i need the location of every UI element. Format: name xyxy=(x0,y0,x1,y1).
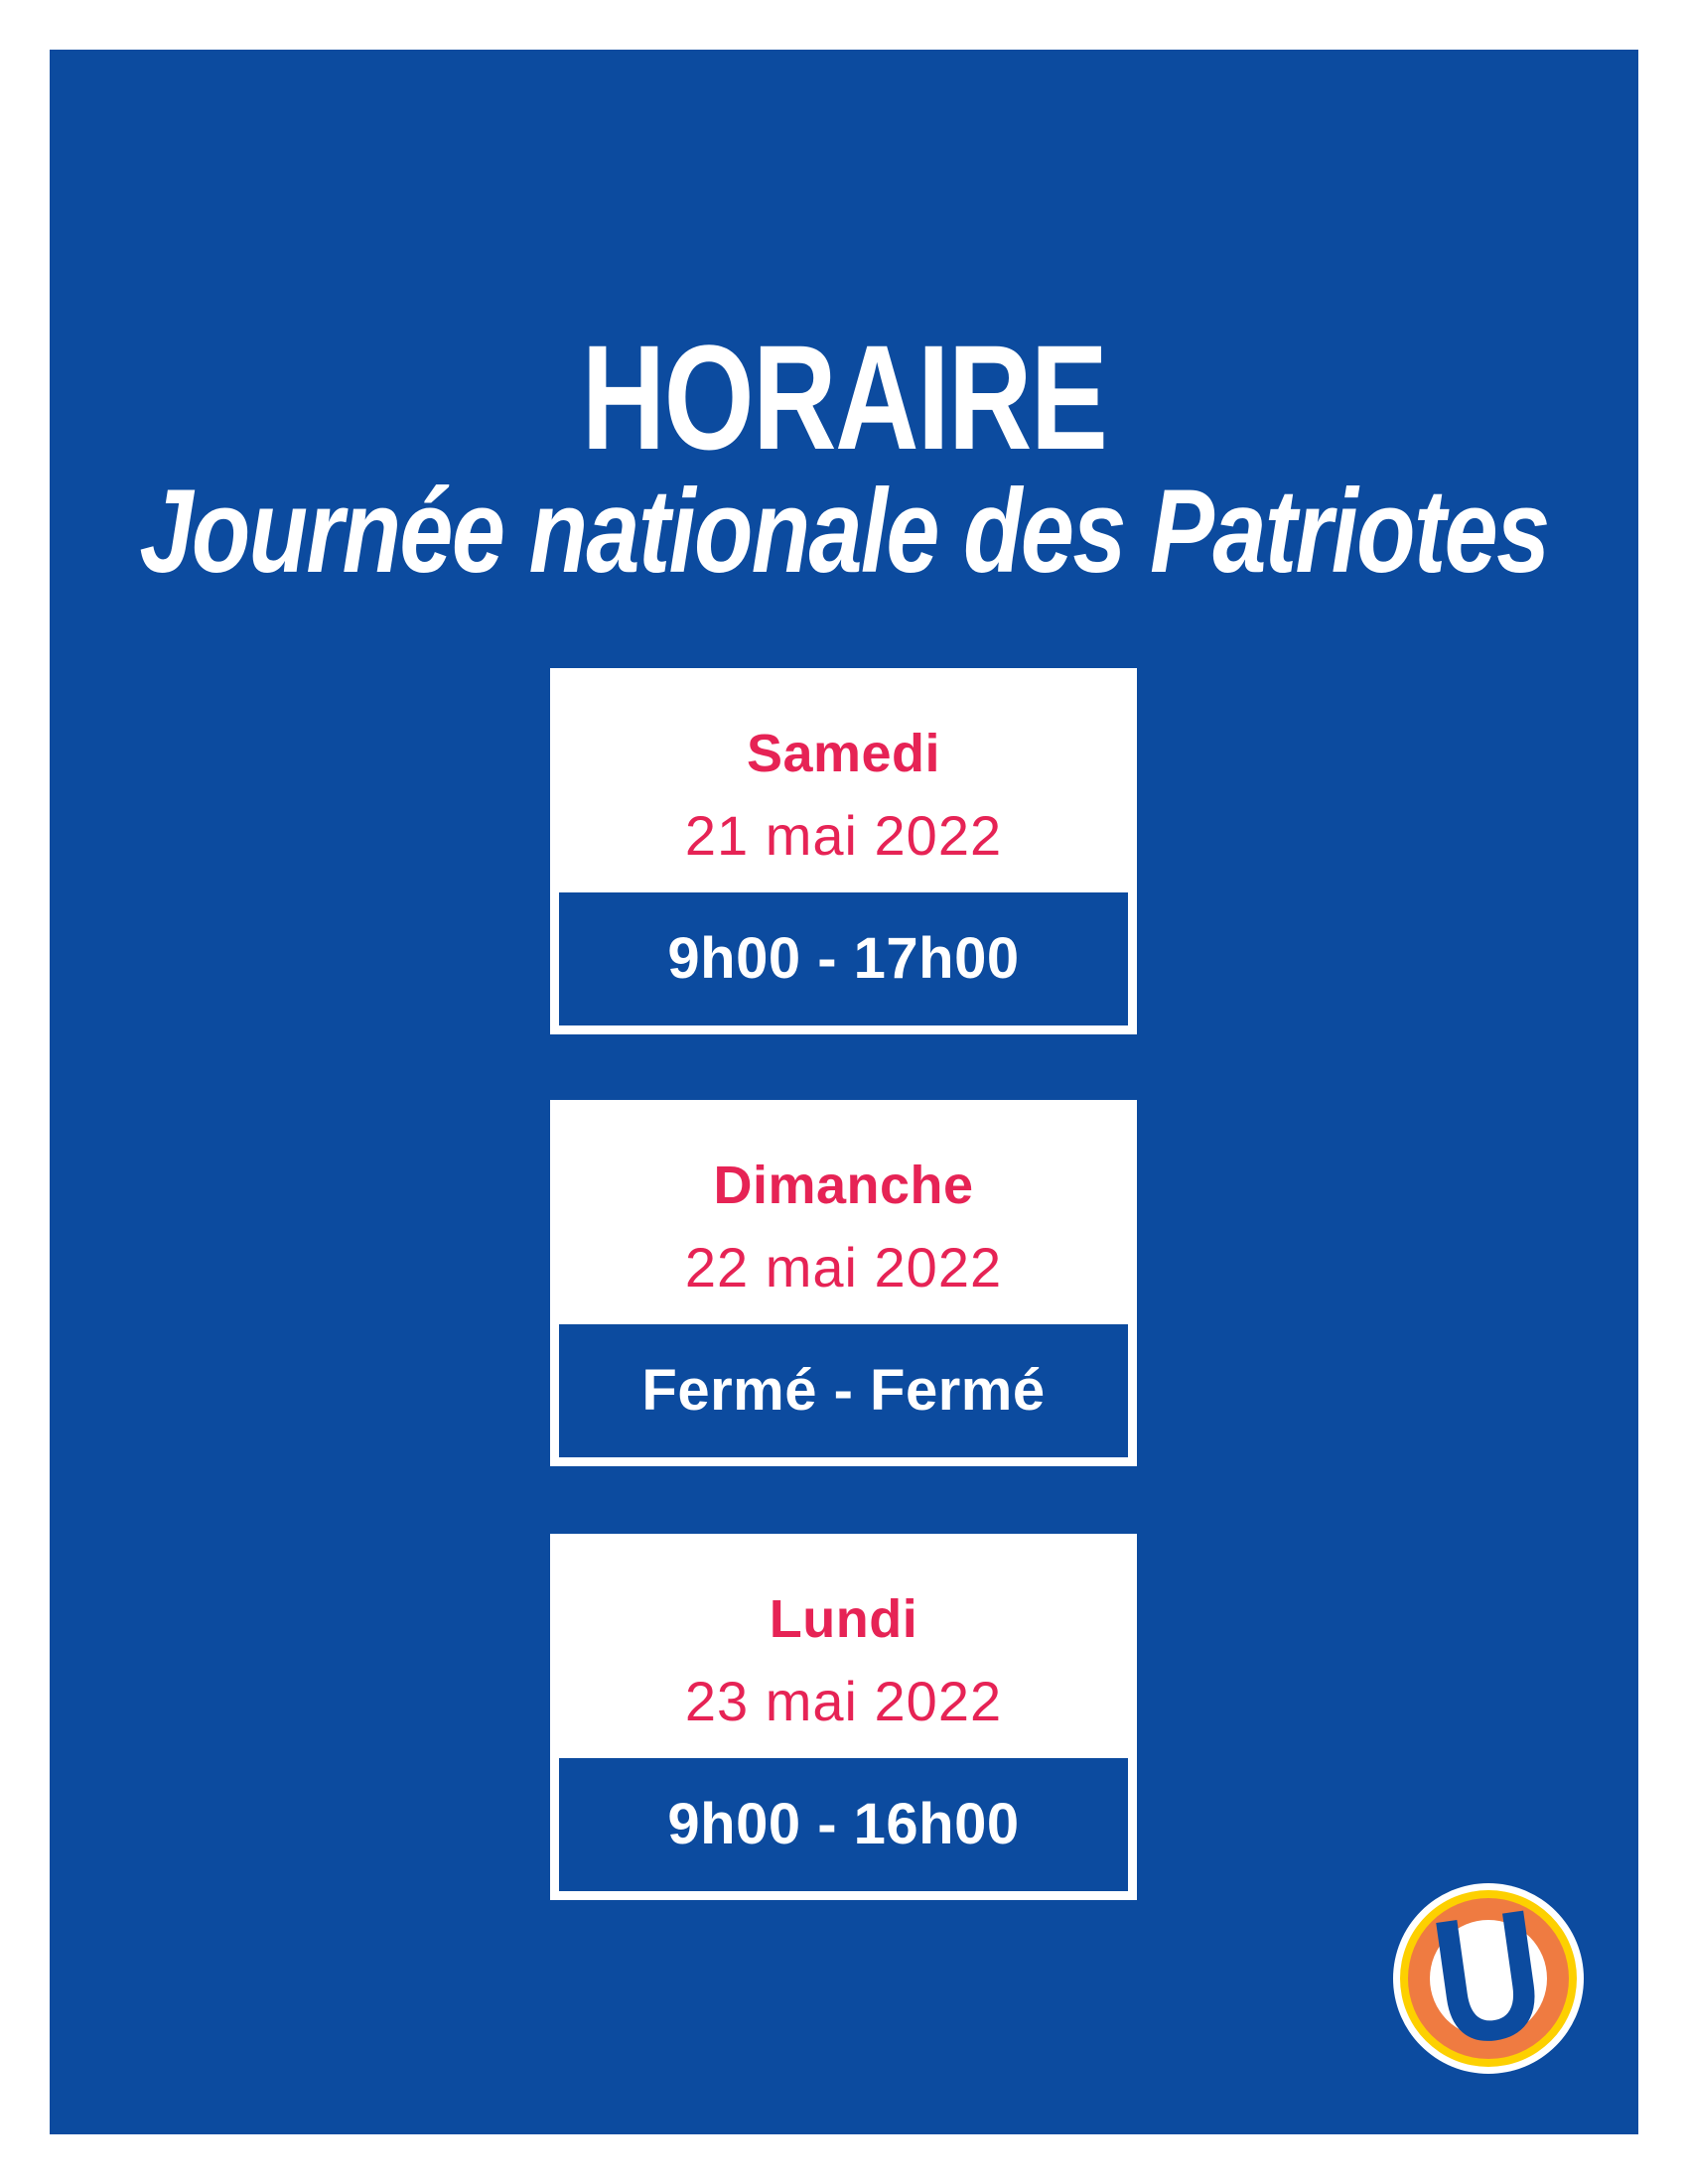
date-label: 21 mai 2022 xyxy=(684,804,1003,867)
schedule-card-monday xyxy=(550,1534,1137,1900)
day-label: Dimanche xyxy=(713,1156,974,1215)
hours-label: Fermé - Fermé xyxy=(641,1358,1046,1423)
day-label: Samedi xyxy=(746,724,941,783)
poster-subtitle: Journée nationale des Patriotes xyxy=(139,465,1549,598)
date-label: 22 mai 2022 xyxy=(684,1236,1003,1298)
logo-u-letter: U xyxy=(1422,1871,1555,2085)
hours-bar xyxy=(559,892,1128,1025)
hours-bar xyxy=(559,1758,1128,1891)
schedule-card-sunday xyxy=(550,1100,1137,1466)
day-label: Lundi xyxy=(769,1589,918,1649)
hours-bar xyxy=(559,1324,1128,1457)
poster-title: HORAIRE xyxy=(581,314,1107,480)
date-label: 23 mai 2022 xyxy=(684,1670,1003,1732)
schedule-card-saturday xyxy=(550,668,1137,1034)
hours-label: 9h00 - 16h00 xyxy=(667,1792,1020,1856)
u-brand-logo xyxy=(1393,1871,1584,2085)
hours-label: 9h00 - 17h00 xyxy=(667,926,1020,991)
poster-background xyxy=(50,50,1638,2134)
